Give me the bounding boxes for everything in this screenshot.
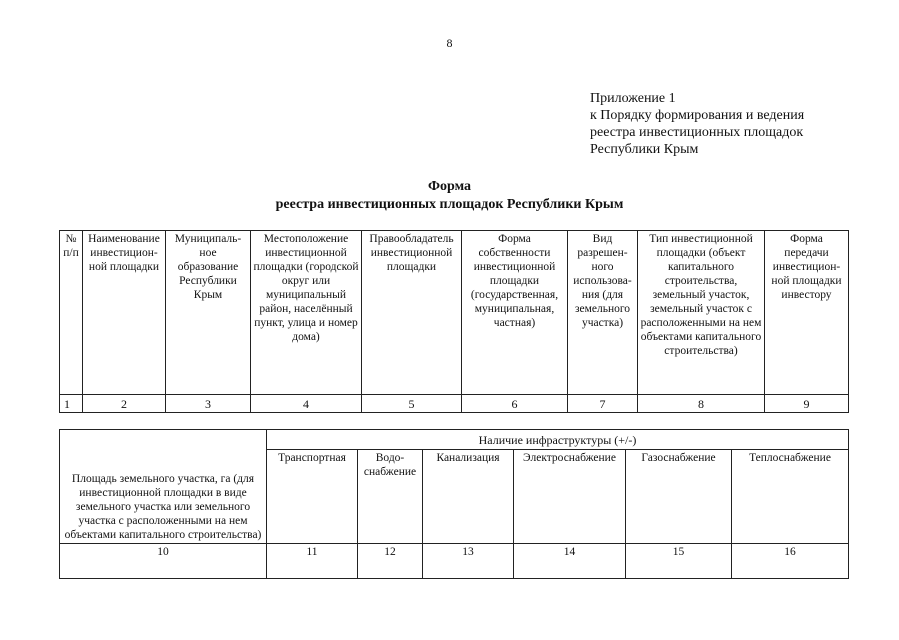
infra-header-row bbox=[60, 430, 849, 450]
col-number: 8 bbox=[638, 395, 765, 413]
col-number: 6 bbox=[462, 395, 568, 413]
col-number: 16 bbox=[732, 544, 849, 579]
appendix-note bbox=[590, 90, 804, 158]
infra-number-row bbox=[60, 544, 849, 579]
col-header-transfer-form: Форма передачи инвестицион-ной площадки инвестору bbox=[765, 231, 849, 395]
col-number: 13 bbox=[423, 544, 514, 579]
col-number: 9 bbox=[765, 395, 849, 413]
infrastructure-header: Наличие инфраструктуры (+/-) bbox=[267, 430, 849, 450]
form-title bbox=[0, 178, 899, 214]
appendix-line: Приложение 1 bbox=[590, 91, 676, 106]
col-header-electricity: Электроснабжение bbox=[514, 450, 626, 544]
table-number-row bbox=[60, 395, 849, 413]
page-number: 8 bbox=[446, 36, 453, 50]
area-header: Площадь земельного участка, га (для инвестиционной площадки в виде земельного участка или земельного участка с расположенными на нем объектами капитального строительства) bbox=[60, 430, 267, 544]
col-number: 3 bbox=[166, 395, 251, 413]
table-header-row bbox=[60, 231, 849, 395]
col-number: 14 bbox=[514, 544, 626, 579]
col-number: 1 bbox=[60, 395, 83, 413]
col-number: 11 bbox=[267, 544, 358, 579]
col-header-transport: Транспортная bbox=[267, 450, 358, 544]
form-title-line2: реестра инвестиционных площадок Республики Крым bbox=[275, 197, 624, 212]
col-header-water-supply: Водо-снабжение bbox=[358, 450, 423, 544]
col-header-sewerage: Канализация bbox=[423, 450, 514, 544]
col-number: 4 bbox=[251, 395, 362, 413]
col-header-gas-supply: Газоснабжение bbox=[626, 450, 732, 544]
col-header-site-type: Тип инвестиционной площадки (объект капитального строительства, земельный участок, земельный участок с расположенными на нем объектами капитального строительства) bbox=[638, 231, 765, 395]
col-header-heat-supply: Теплоснабжение bbox=[732, 450, 849, 544]
col-number: 2 bbox=[83, 395, 166, 413]
col-number: 12 bbox=[358, 544, 423, 579]
form-title-line1: Форма bbox=[427, 179, 472, 194]
col-header-location: Местоположение инвестиционной площадки (городской округ или муниципальный район, населённый пункт, улица и номер дома) bbox=[251, 231, 362, 395]
col-header-ownership-form: Форма собственности инвестиционной площадки (государственная, муниципальная, частная) bbox=[462, 231, 568, 395]
infrastructure-table bbox=[59, 429, 849, 579]
col-header-owner: Правообладатель инвестиционной площадки bbox=[362, 231, 462, 395]
col-number: 10 bbox=[60, 544, 267, 579]
col-header-permitted-use: Вид разрешен-ного использова-ния (для земельного участка) bbox=[568, 231, 638, 395]
col-number: 15 bbox=[626, 544, 732, 579]
col-header-municipality: Муниципаль-ное образование Республики Крым bbox=[166, 231, 251, 395]
registry-table bbox=[59, 230, 849, 413]
col-header-number: № п/п bbox=[60, 231, 83, 395]
appendix-line: Республики Крым bbox=[590, 142, 699, 157]
col-number: 5 bbox=[362, 395, 462, 413]
col-header-name: Наименование инвестицион-ной площадки bbox=[83, 231, 166, 395]
appendix-line: к Порядку формирования и ведения bbox=[590, 108, 805, 123]
col-number: 7 bbox=[568, 395, 638, 413]
appendix-line: реестра инвестиционных площадок bbox=[590, 125, 804, 140]
